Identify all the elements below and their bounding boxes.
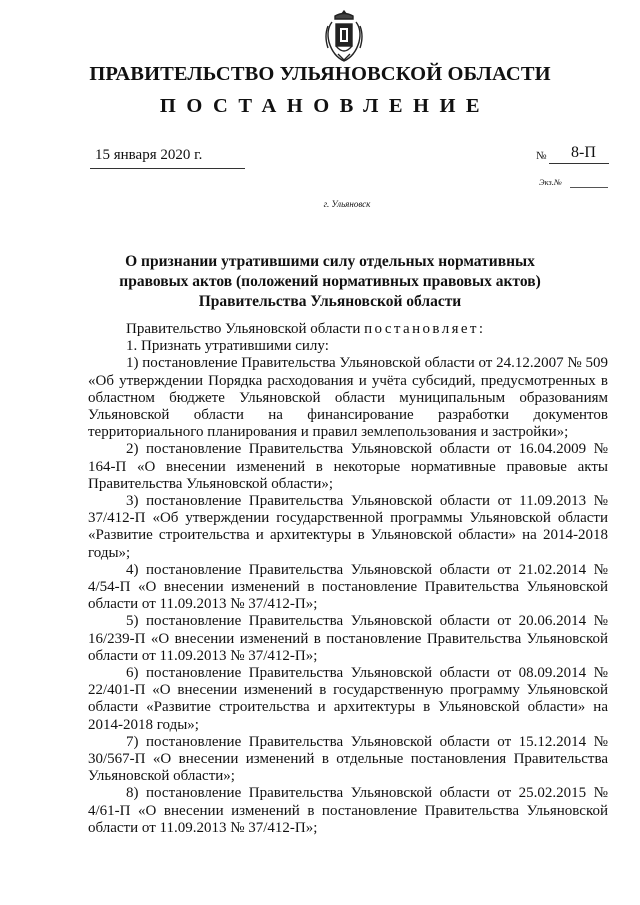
copy-number-label: Экз.№: [539, 177, 562, 187]
document-number: 8-П: [571, 144, 596, 161]
document-title: [100, 252, 560, 312]
preamble: [88, 321, 608, 338]
document-body: [88, 321, 608, 837]
subitem-4: 4) постановление Правительства Ульяновской области от 21.02.2014 № 4/54-П «О внесении изменений в постановление Правительства Ульяновской области от 11.09.2013 № 37/412-П»;: [88, 561, 608, 613]
subitem-3: 3) постановление Правительства Ульяновской области от 11.09.2013 № 37/412-П «Об утверждении государственной программы Ульяновской области «Развитие строительства и архитектуры в Ульяновской области» на 2014-2018 годы»;: [88, 493, 608, 561]
subitem-8: 8) постановление Правительства Ульяновской области от 25.02.2015 № 4/61-П «О внесении изменений в постановление Правительства Ульяновской области от 11.09.2013 № 37/412-П»;: [88, 785, 608, 836]
document-date: 15 января 2020 г.: [95, 147, 203, 163]
date-underline: [90, 168, 245, 169]
subitem-2: 2) постановление Правительства Ульяновской области от 16.04.2009 № 164-П «О внесении изменений в некоторые нормативные правовые акты Правительства Ульяновской области»;: [88, 441, 608, 492]
title-line: Правительства Ульяновской области: [198, 293, 462, 310]
number-sign: №: [536, 150, 547, 162]
city: г. Ульяновск: [323, 199, 371, 209]
document-type: ПОСТАНОВЛЕНИЕ: [159, 95, 491, 117]
subitem-1: 1) постановление Правительства Ульяновской области от 24.12.2007 № 509 «Об утверждении Порядка расходования и учёта субсидий, предусмотренных в областном бюджете Ульяновской области муниципальным образованиям Ульяновской области на финансирование разработки документов территориального планирования и правил землепользования и застройки»;: [88, 355, 608, 441]
preamble-action: постановляет:: [364, 321, 486, 337]
title-line: правовых актов (положений нормативных правовых актов): [119, 273, 541, 290]
subitem-6: 6) постановление Правительства Ульяновской области от 08.09.2014 № 22/401-П «О внесении изменений в государственную программу Ульяновской области «Развитие строительства и архитектуры в Ульяновской области» на 2014-2018 годы»;: [88, 665, 608, 733]
government-name: ПРАВИТЕЛЬСТВО УЛЬЯНОВСКОЙ ОБЛАСТИ: [89, 63, 551, 85]
subitem-7: 7) постановление Правительства Ульяновской области от 15.12.2014 № 30/567-П «О внесении изменений в отдельные постановления Правительства Ульяновской области»;: [88, 733, 608, 785]
copy-number-underline: [570, 187, 608, 188]
number-underline: [549, 163, 609, 164]
title-line: О признании утратившими силу отдельных нормативных: [125, 253, 535, 270]
coat-of-arms-icon: [322, 8, 366, 64]
preamble-text: Правительство Ульяновской области: [126, 321, 365, 337]
subitem-5: 5) постановление Правительства Ульяновской области от 20.06.2014 № 16/239-П «О внесении изменений в постановление Правительства Ульяновской области от 11.09.2013 № 37/412-П»;: [88, 613, 608, 664]
clause-1: 1. Признать утратившими силу:: [126, 338, 329, 355]
